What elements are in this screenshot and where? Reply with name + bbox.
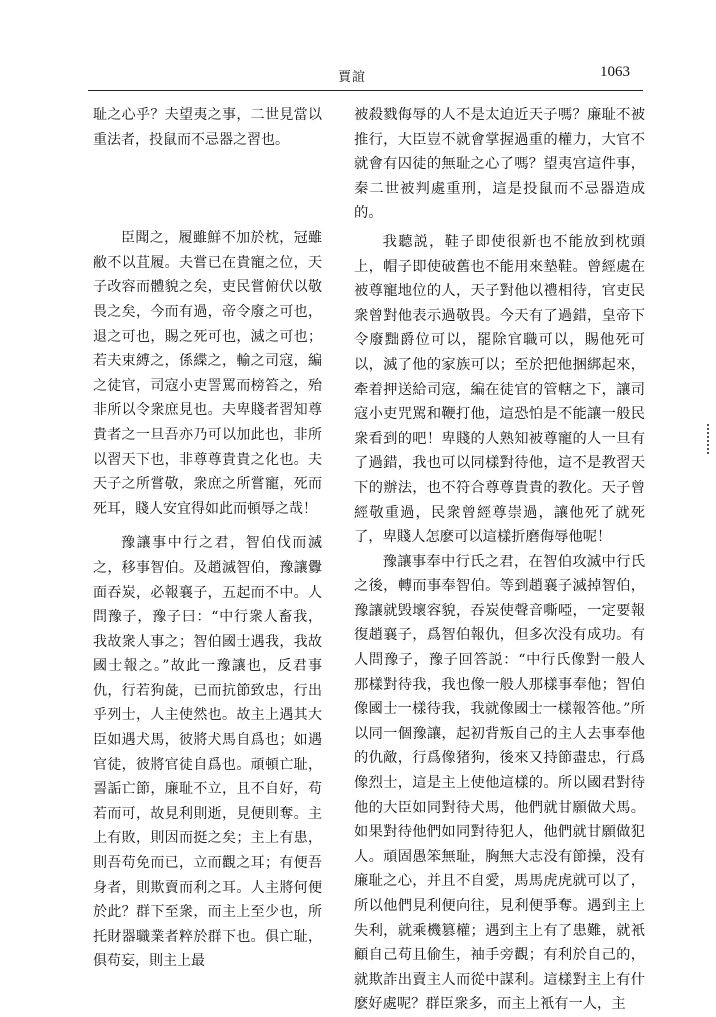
classical-text-column	[93, 103, 322, 974]
scan-edge-mark	[707, 424, 712, 454]
translation-paragraph: 我聽説，鞋子即使很新也不能放到枕頭上，帽子即使破舊也不能用來墊鞋。曾經處在被尊寵地位的人，天子對他以禮相待，官吏民衆曾對他表示過敬畏。今天有了過錯，皇帝下令廢黜爵位可以，罷除官職可以，賜他死可以，滅了他的家族可以；至於把他捆綁起來，牽着押送給司寇，編在徒官的管轄之下，讓司寇小吏咒駡和鞭打他，這恐怕是不能讓一般民衆看到的吧！卑賤的人熟知被尊寵的人一旦有了過錯，我也可以同樣對待他，這不是教習天下的辦法，也不符合尊尊貴貴的教化。天子曾經敬重過，民衆曾經尊崇過，讓他死了就死了，卑賤人怎麽可以這樣折磨侮辱他呢！	[354, 233, 645, 546]
translation-column	[354, 103, 645, 1017]
header-rule	[88, 90, 643, 91]
page-header	[0, 66, 716, 86]
page-number: 1063	[600, 64, 630, 80]
classical-paragraph: 臣聞之，履雖鮮不加於枕，冠雖敝不以苴履。夫嘗已在貴寵之位，天子改容而體貌之矣，吏民嘗俯伏以敬畏之矣，今而有過，帝令廢之可也，退之可也，賜之死可也，滅之可也；若夫束縛之，係緤之，輸之司寇，編之徒官，司寇小吏詈罵而榜笞之，殆非所以令衆庶見也。夫卑賤者習知尊貴者之一旦吾亦乃可以加此也，非所以習天下也，非尊尊貴貴之化也。夫天子之所嘗敬，衆庶之所嘗寵，死而死耳，賤人安宜得如此而頓辱之哉！	[93, 230, 322, 517]
translation-paragraph: 豫讓事奉中行氏之君，在智伯攻滅中行氏之後，轉而事奉智伯。等到趙襄子滅掉智伯，豫讓就毁壞容貌，吞炭使聲音嘶啞，一定要報復趙襄子，爲智伯報仇，但多次没有成功。有人問豫子，豫子回答説：“中行氏像對一般人那樣對待我，我也像一般人那樣事奉他；智伯像國士一樣待我，我就像國士一樣報答他。”所以同一個豫讓，起初背叛自己的主人去事奉他的仇敵，行爲像猪狗，後來又持節盡忠，行爲像烈士，這是主上使他這樣的。所以國君對待他的大臣如同對待犬馬，他們就甘願做犬馬。如果對待他們如同對待犯人，他們就甘願做犯人。頑固愚笨無耻，胸無大志没有節操，没有廉耻之心，并且不自愛，馬馬虎虎就可以了，所以他們見利便向往，見利便爭奪。遇到主上失利，就乘機篡權；遇到主上有了患難，就衹顧自己苟且偷生，袖手旁觀；有利於自己的，就欺詐出賣主人而從中謀利。這樣對主上有什麽好處呢？群臣衆多，而主上衹有一人，主	[354, 553, 645, 1013]
running-title: 賈誼	[338, 70, 367, 85]
translation-paragraph: 被殺戮侮辱的人不是太迫近天子嗎？廉耻不被推行，大臣豈不就會掌握過重的權力，大官不就會有囚徒的無耻之心了嗎？望夷宫這件事，秦二世被判處重刑，這是投鼠而不忌器造成的。	[354, 107, 645, 222]
classical-paragraph: 耻之心乎？夫望夷之事，二世見當以重法者，投鼠而不忌器之習也。	[93, 107, 322, 148]
classical-paragraph: 豫讓事中行之君，智伯伐而滅之，移事智伯。及趙滅智伯，豫讓釁面吞炭，必報襄子，五起而不中。人問豫子，豫子曰：“中行衆人畜我，我故衆人事之；智伯國士遇我，我故國士報之。”故此一豫讓也，反君事仇，行若狗彘，已而抗節致忠，行出乎列士，人主使然也。故主上遇其大臣如遇犬馬，彼將犬馬自爲也；如遇官徒，彼將官徒自爲也。頑頓亡耻，䛐詬亡節，廉耻不立，且不自好，苟若而可，故見利則逝，見便則奪。主上有敗，則因而挺之矣；主上有患，則吾苟免而已，立而觀之耳；有便吾身者，則欺賣而利之耳。人主將何便於此？群下至衆，而主上至少也，所托財器職業者粹於群下也。俱亡耻，俱苟妄，則主上最	[93, 535, 322, 970]
